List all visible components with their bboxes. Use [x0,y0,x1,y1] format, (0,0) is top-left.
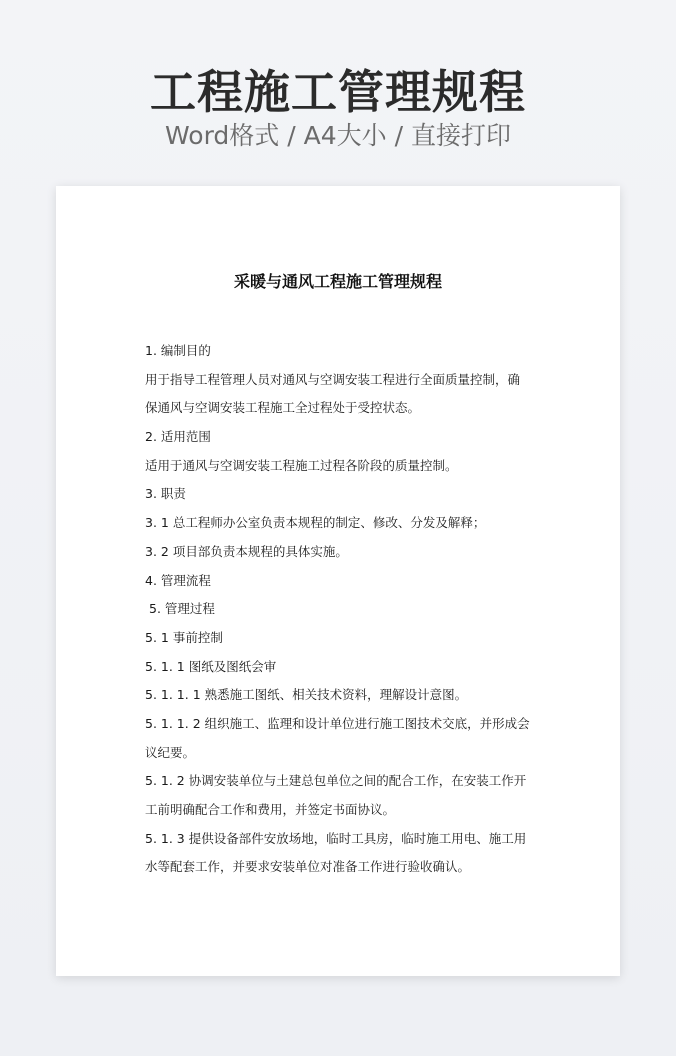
paragraph-line: 保通风与空调安装工程施工全过程处于受控状态。 [145,400,421,416]
paragraph-line: 适用于通风与空调安装工程施工过程各阶段的质量控制。 [145,457,458,473]
document-page [56,186,620,976]
section-heading: 5. 管理过程 [149,601,215,617]
paragraph-line: 用于指导工程管理人员对通风与空调安装工程进行全面质量控制，确 [145,371,521,387]
paragraph-line: 水等配套工作，并要求安装单位对准备工作进行验收确认。 [145,859,471,875]
section-heading: 4. 管理流程 [145,572,211,588]
section-heading: 1. 编制目的 [145,343,211,358]
paragraph-line: 5. 1. 3 提供设备部件安放场地，临时工具房，临时施工用电、施工用 [145,830,527,846]
section-heading: 2. 适用范围 [145,429,211,445]
banner-title: 工程施工管理规程 [150,65,526,119]
paragraph-line: 3. 2 项目部负责本规程的具体实施。 [145,543,348,559]
document-title: 采暖与通风工程施工管理规程 [233,272,442,291]
paragraph-line: 3. 1 总工程师办公室负责本规程的制定、修改、分发及解释； [145,515,486,531]
document-body [145,337,545,882]
paragraph-line: 议纪要。 [145,744,196,760]
banner [0,0,676,186]
paragraph-line: 5. 1. 1. 1 熟悉施工图纸、相关技术资料，理解设计意图。 [145,687,468,703]
subsection-heading: 5. 1 事前控制 [145,629,223,645]
section-heading: 3. 职责 [145,486,186,502]
subsection-heading: 5. 1. 1 图纸及图纸会审 [145,658,277,674]
banner-subtitle: Word格式 / A4大小 / 直接打印 [165,121,511,150]
paragraph-line: 工前明确配合工作和费用，并签定书面协议。 [145,802,396,817]
paragraph-line: 5. 1. 2 协调安装单位与土建总包单位之间的配合工作，在安装工作开 [145,773,527,789]
paragraph-line: 5. 1. 1. 2 组织施工、监理和设计单位进行施工图技术交底，并形成会 [145,715,530,731]
